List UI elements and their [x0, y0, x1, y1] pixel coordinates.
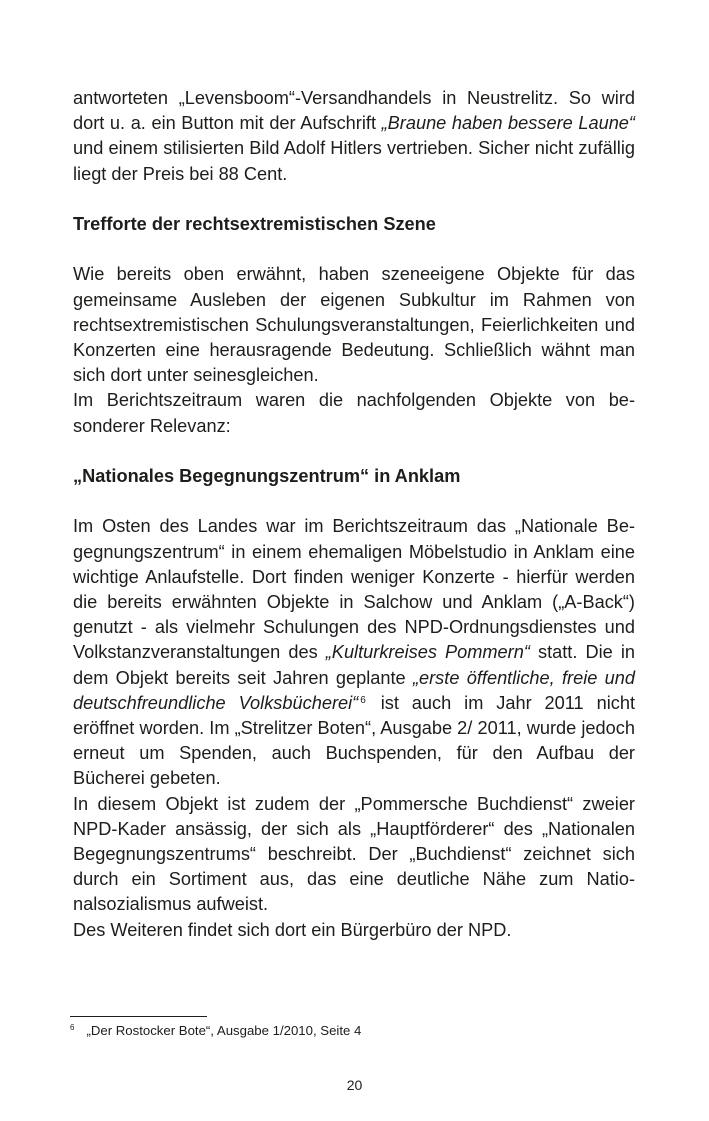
paragraph-text: antworteten „Levensboom“-Versandhandels in Neustrelitz. So wird dort u. a. ein Button mit der Aufschrift [73, 88, 635, 134]
spacer [73, 237, 635, 262]
page-number: 20 [346, 1077, 363, 1093]
footnote-reference[interactable]: 6 [360, 694, 366, 706]
spacer [73, 187, 635, 212]
footnote-divider [70, 1016, 207, 1017]
section-heading-trefforte: Trefforte der rechtsextremistischen Szene [73, 214, 436, 234]
paragraph-text: statt. Die in dem Objekt bereits seit Jahren geplante [73, 642, 636, 688]
paragraph-buergerbuero: Des Weiteren findet sich dort ein Bürgerbüro der NPD. [73, 919, 512, 940]
paragraph-text: Im Osten des Landes war im Berichtszeitraum das „Nationale Begegnungszentrum“ in einem ehemaligen Möbelstudio in Anklam eine wichtige Anlaufstelle. Dort finden weniger Konzerte - hierfür werden die bereits erwähnten Objekte in Salchow und Anklam („A-Back“) genutzt - als vielmehr Schulungen des NPD-Ordnungsdienstes und Volkstanzveranstaltungen des [73, 516, 635, 663]
italic-quote: „Kulturkreises Pommern“ [325, 642, 530, 663]
footnote [70, 1022, 361, 1040]
paragraph-text: und einem stilisierten Bild Adolf Hitlers vertrieben. Sicher nicht zufällig liegt der Preis bei 88 Cent. [73, 138, 635, 184]
spacer [73, 439, 635, 464]
paragraph-berichtszeitraum: Im Berichtszeitraum waren die nachfolgenden Objekte von besonderer Relevanz: [73, 390, 635, 436]
paragraph-text: ist auch im Jahr 2011 nicht eröffnet worden. Im „Strelitzer Boten“, Ausgabe 2/ 2011, wurde jedoch erneut um Spenden, auch Buchspenden, für den Aufbau der Bücherei gebeten. [73, 692, 635, 789]
paragraph-buchdienst: In diesem Objekt ist zudem der „Pommersche Buchdienst“ zweier NPD-Kader ansässig, der sich als „Hauptförderer“ des „Nationalen Begegnungszentrums“ beschreibt. Der „Buchdienst“ zeichnet sich durch ein Sortiment aus, das eine deutliche Nähe zum Nationalsozialismus aufweist. [73, 793, 635, 915]
section-heading-anklam: „Nationales Begegnungszentrum“ in Anklam [73, 466, 461, 486]
paragraph-begegnungszentrum [73, 514, 635, 791]
paragraph-levensboom [73, 86, 635, 187]
footnote-number: 6 [70, 1023, 75, 1032]
paragraph-szeneeigene-objekte: Wie bereits oben erwähnt, haben szeneeigene Objekte für das gemeinsame Ausleben der eigenen Subkultur im Rahmen von rechtsextremistischen Schulungsveranstaltungen, Feierlichkeiten und Konzerten eine herausragende Bedeutung. Schließlich wähnt man sich dort unter seinesgleichen. [73, 264, 635, 386]
italic-quote: „Braune haben bessere Laune“ [381, 113, 635, 134]
document-body [73, 86, 635, 943]
footnote-text: „Der Rostocker Bote“, Ausgabe 1/2010, Seite 4 [86, 1023, 362, 1038]
spacer [73, 489, 635, 514]
italic-quote: „erste öffentliche, freie und deutschfreundliche Volksbücherei“ [73, 667, 635, 713]
